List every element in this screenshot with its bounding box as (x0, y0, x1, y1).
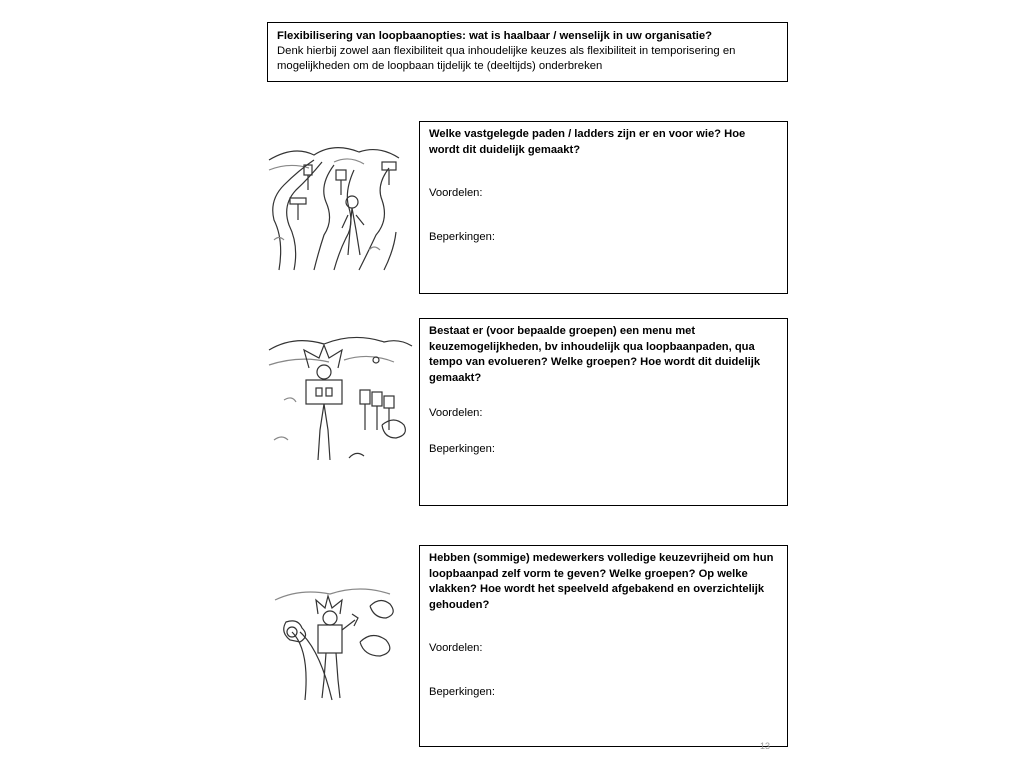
question-text: Bestaat er (voor bepaalde groepen) een menu met keuzemogelijkheden, bv inhoudelijk qua loopbaanpaden, qua tempo van evolueren? Welke groepen? Hoe wordt dit duidelijk gemaakt? (429, 325, 761, 384)
question-box-3 (419, 545, 788, 747)
advantages-label: Voordelen: (429, 642, 483, 654)
limitations-label: Beperkingen: (429, 442, 495, 455)
header-box (267, 22, 788, 82)
advantages-label: Voordelen: (429, 187, 483, 199)
header-title: Flexibilisering van loopbaanopties: wat is haalbaar / wenselijk in uw organisatie? (277, 30, 713, 42)
question-text: Hebben (sommige) medewerkers volledige keuzevrijheid om hun loopbaanpad zelf vorm te geven? Welke groepen? Op welke vlakken? Hoe wordt het speelveld afgebakend en overzichtelijk gehouden? (429, 552, 774, 611)
limitations-label: Beperkingen: (429, 230, 495, 243)
winding-paths-illustration (264, 140, 404, 275)
advantages-label: Voordelen: (429, 407, 483, 419)
page-number: 13 (760, 741, 771, 751)
question-text: Welke vastgelegde paden / ladders zijn er en voor wie? Hoe wordt dit duidelijk gemaakt? (429, 128, 746, 156)
free-path-illustration (270, 570, 410, 705)
menu-choices-illustration (264, 330, 414, 470)
header-subtitle: Denk hierbij zowel aan flexibiliteit qua inhoudelijke keuzes als flexibiliteit in temporisering en mogelijkheden om de loopbaan tijdelijk te (deeltijds) onderbreken (277, 45, 736, 72)
limitations-label: Beperkingen: (429, 685, 495, 698)
question-box-1 (419, 121, 788, 294)
question-box-2 (419, 318, 788, 506)
